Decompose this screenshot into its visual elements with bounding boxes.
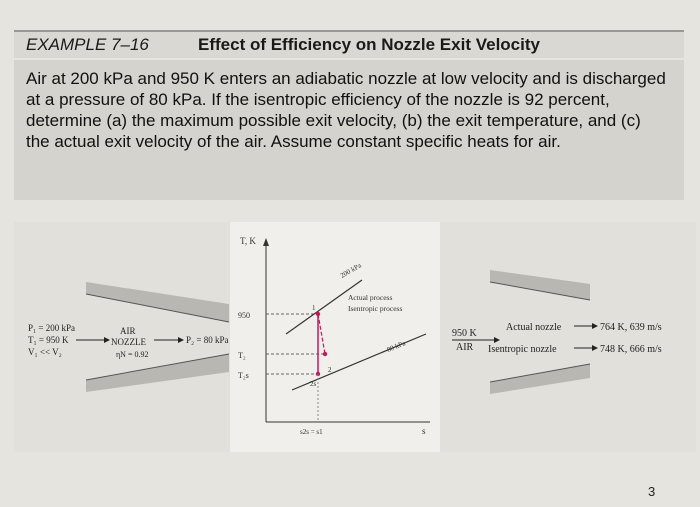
page-number: 3 <box>648 484 656 499</box>
t1-tick-label: 950 <box>238 311 250 320</box>
inlet-fluid-label: AIR <box>456 342 474 353</box>
t-axis-label: T, K <box>240 236 256 246</box>
nozzle-schematic-figure <box>14 222 244 452</box>
nozzle-air-label: AIR <box>120 326 136 336</box>
state-2-label: 2 <box>328 366 332 374</box>
s-axis-label: s <box>422 426 426 436</box>
inlet-temperature-label: 950 K <box>452 328 477 339</box>
ts-diagram-figure <box>230 222 440 452</box>
example-title: Effect of Efficiency on Nozzle Exit Velocity <box>198 35 540 54</box>
low-pressure-label: 80 kPa <box>385 339 407 354</box>
t2-tick-label: T₂ <box>238 351 246 360</box>
problem-statement-box <box>14 60 684 200</box>
inlet-pressure: P₁ = 200 kPa <box>28 323 75 333</box>
nozzle-efficiency: ηN = 0.92 <box>116 350 149 359</box>
entropy-equality-label: s2s = s1 <box>300 428 323 436</box>
example-header <box>14 30 684 58</box>
nozzle-upper-wall <box>86 282 229 322</box>
inlet-temperature: T₁ = 950 K <box>28 335 69 345</box>
inlet-velocity: V₁ << V₂ <box>28 347 62 357</box>
legend-isentropic-process: Isentropic process <box>348 304 403 313</box>
state-2-point <box>323 352 327 356</box>
legend-actual-process: Actual process <box>348 293 393 302</box>
actual-nozzle-result: 764 K, 639 m/s <box>600 322 662 333</box>
state-1-point <box>316 312 320 316</box>
high-pressure-label: 200 kPa <box>339 261 363 280</box>
nozzle-comparison-figure <box>440 222 696 452</box>
t2s-tick-label: T₂s <box>238 371 249 380</box>
state-2s-label: 2s <box>310 380 317 388</box>
problem-statement: Air at 200 kPa and 950 K enters an adiabatic nozzle at low velocity and is discharged at a pressure of 80 kPa. If the isentropic efficiency of the nozzle is 92 percent, determine (a) the maximum possible exit velocity, (b) the exit temperature, and (c) the actual exit velocity of the air. Assume constant specific heats for air. <box>26 69 666 151</box>
nozzle-lower-wall <box>86 354 229 392</box>
actual-nozzle-label: Actual nozzle <box>506 322 562 333</box>
outlet-pressure: P₂ = 80 kPa <box>186 335 229 345</box>
state-1-label: 1 <box>312 304 316 312</box>
isentropic-nozzle-result: 748 K, 666 m/s <box>600 344 662 355</box>
nozzle-name-label: NOZZLE <box>111 337 146 347</box>
isentropic-nozzle-label: Isentropic nozzle <box>488 344 557 355</box>
example-number: EXAMPLE 7–16 <box>26 35 149 54</box>
